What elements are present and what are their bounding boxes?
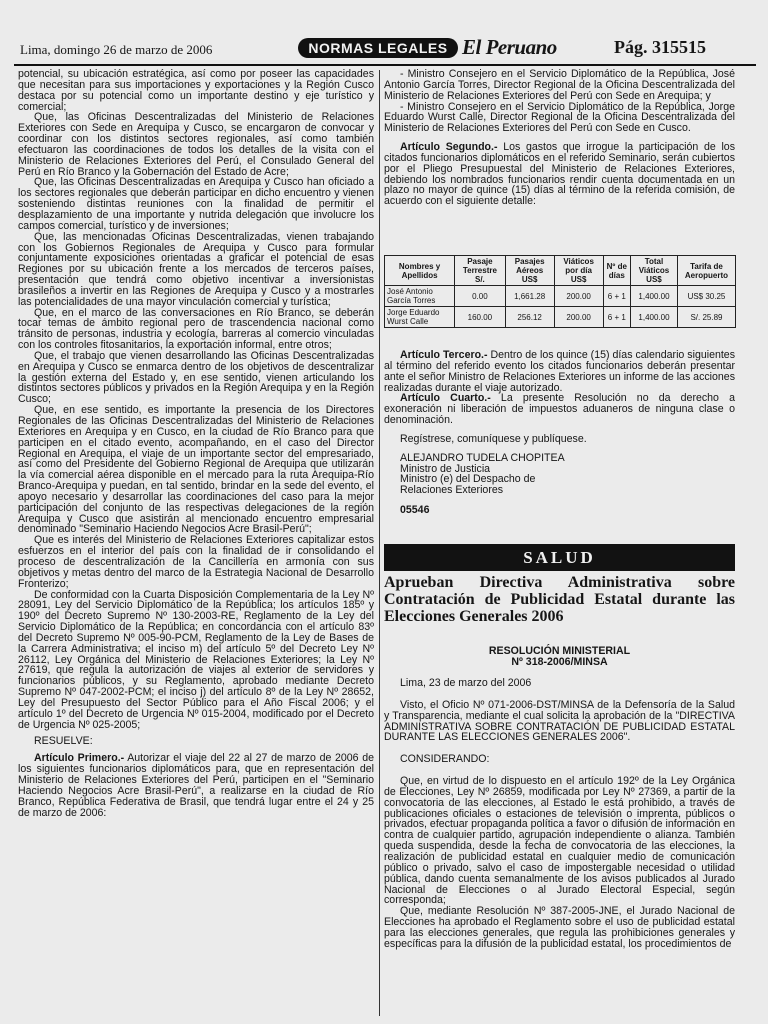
signatory-title: Ministro de Justicia xyxy=(400,462,491,475)
paragraph: Que, las Oficinas Descentralizadas en Arequipa y Cusco han oficiado a los sectores regionales que deberán participar en dicho encuentro y vienen sosteniendo distintas reuniones con la finalidad de permitir el desplazamiento de una importante y nutrida delegación que involucre los campos comercial, turístico y de inversiones; xyxy=(18,176,374,232)
signatory-name: ALEJANDRO TUDELA CHOPITEA xyxy=(400,451,565,464)
table-header-cell: Viáticos por día US$ xyxy=(554,256,603,286)
table-cell: US$ 30.25 xyxy=(677,286,735,307)
table-header-cell: Pasajes Aéreos US$ xyxy=(505,256,554,286)
paragraph: Que es interés del Ministerio de Relaciones Exteriores capitalizar estos esfuerzos en el interior del país con la finalidad de ir consolidando el proceso de descentralización de la Cancillería en armonía con sus objetivos y metas dentro del marco de la Estrategia Nacional de Desarrollo Fronterizo; xyxy=(18,534,374,590)
paragraph: De conformidad con la Cuarta Disposición Complementaria de la Ley Nº 28091, Ley del Servicio Diplomático de la República; los artículos 185º y 190º del Decreto Supremo Nº 130-2003-RE, Reglamento de la Ley del Servicio Diplomático de la República; en concordancia con el artículo 83º del Decreto Supremo Nº 005-90-PCM, Reglamento de la Ley de Bases de la Carrera Administrativa; el inciso m) del artículo 5º del Decreto Ley Nº 26112, Ley Orgánica del Ministerio de Relaciones Exteriores; la Ley Nº 27619, que regula la autorización de viajes al exterior de servidores y funcionarios públicos, y su Reglamento, aprobado mediante Decreto Supremo Nº 047-2002-PCM; el inciso j) del artículo 8º de la Ley Nº 28652, Ley del Presupuesto del Sector Público para el Año Fiscal 2006; y el artículo 1º del Decreto de Urgencia Nº 015-2004, modificado por el Decreto de Urgencia Nº 025-2005; xyxy=(18,588,374,731)
table-header-cell: Nombres y Apellidos xyxy=(385,256,455,286)
list-item: - Ministro Consejero en el Servicio Diplomático de la República, José Antonio García Torres, Director Regional de la Oficina Descentralizada del Ministerio de Relaciones Exteriores del Perú con Sede en Arequipa; y xyxy=(384,68,735,102)
right-column-bottom xyxy=(384,678,735,950)
table-cell: 6 + 1 xyxy=(603,307,630,328)
right-column-middle xyxy=(384,350,735,516)
resolution-heading xyxy=(384,646,735,668)
signatory-title: Relaciones Exteriores xyxy=(400,484,504,497)
table-header-cell: Nº de días xyxy=(603,256,630,286)
paragraph: Que, en virtud de lo dispuesto en el artículo 192º de la Ley Orgánica de Elecciones, Ley Nº 26859, modificada por Ley Nº 27369, a partir de la convocatoria de las elecciones, al Estado le está prohibido, a través de publicaciones oficiales o estaciones de televisión o imprenta, públicos o privados, efectuar propaganda política a favor o difusión de información en contra de cualquier partido, agrupación independiente o alianza. También queda suspendida, desde la fecha de convocatoria de las elecciones, la realización de publicidad estatal en cualquier medio de comunicación público o privado, salvo el caso de impostergable necesidad o utilidad pública, dando cuenta semanalmente de los avisos publicados al Jurado Nacional de Elecciones o al Jurado Electoral Especial, según corresponda; xyxy=(384,775,735,907)
table-cell: S/. 25.89 xyxy=(677,307,735,328)
table-cell: 6 + 1 xyxy=(603,286,630,307)
table-header-row xyxy=(385,256,736,286)
column-divider xyxy=(379,70,380,1016)
reference-number-value: 05546 xyxy=(400,504,430,517)
visto-paragraph: Visto, el Oficio Nº 071-2006-DST/MINSA de la Defensoría de la Salud y Transparencia, mediante el cual solicita la aprobación de la "DIRECTIVA ADMINISTRATIVA SOBRE CONTRATACIÓN DE PUBLICIDAD ESTATAL DURANTE LAS ELECCIONES GENERALES 2006". xyxy=(384,698,735,744)
header-section-badge: NORMAS LEGALES xyxy=(298,38,458,58)
article-two xyxy=(384,142,735,207)
article-label: Artículo Tercero.- xyxy=(400,349,488,361)
article-text: Autorizar el viaje del 22 al 27 de marzo de 2006 de los siguientes funcionarios diplomáticos para, que en representación del Ministerio de Relaciones Exteriores del Perú, participen en el "Seminario Haciendo Negocios Acre Brasil-Perú", a realizarse en la ciudad de Río Branco, República Federativa de Brasil, que tendrá lugar entre el 24 y 25 de marzo de 2006: xyxy=(18,752,374,819)
paragraph: Que, en ese sentido, es importante la presencia de los Directores Regionales de las Oficinas Descentralizadas del Ministerio de Relaciones Exteriores en Arequipa y en Cusco, en la ciudad de Río Branco para que participen en el citado evento, acompañando, en el caso del Director Regional en Arequipa, el viaje de un importante sector del empresariado, así como del Presidente del Gobierno Regional de Arequipa que utilizarán la vía comercial aérea disponible en el mercado para la ruta Arequipa-Río Branco-Arequipa y puedan, en tal sentido, brindar en la sede del evento, el apoyo necesario y desarrollar las coordinaciones del caso para la mejor participación del conjunto de las respectivas delegaciones de la región Arequipa y Cusco que asistirán al mencionado encuentro empresarial denominado "Seminario Haciendo Negocios Acre Brasil-Perú"; xyxy=(18,404,374,536)
newspaper-logo: El Peruano xyxy=(462,35,557,59)
article-one xyxy=(18,753,374,818)
paragraph: Que, las Oficinas Descentralizadas del Ministerio de Relaciones Exteriores con Sede en Arequipa y Cusco, se encargaron de convocar y coordinar con los distintos sectores regionales, así como también efectuaron las coordinaciones de todos los detalles de la visita con el Ministerio de Relaciones Exteriores del Perú, el Consulado General del Perú en Río Branco y la Gobernación del Estado de Acre; xyxy=(18,111,374,178)
table-cell: Jorge Eduardo Wurst Calle xyxy=(385,307,455,328)
table-row xyxy=(385,286,736,307)
paragraph: Que, las mencionadas Oficinas Descentralizadas, vienen trabajando con los Gobiernos Regionales de Arequipa y Cusco para formular conjuntamente exposiciones orientadas a graficar el potencial de esas Regiones por su ubicación frente a los mercados de terceros países, presentación que tendrá como objetivo incentivar a inversionistas brasileños a invertir en las Regiones de Arequipa y Cusco y a mostrarles las potencialidades de una mayor vinculación comercial y turística; xyxy=(18,230,374,308)
article-label: Artículo Primero.- xyxy=(34,752,125,765)
paragraph: Que, mediante Resolución Nº 387-2005-JNE, el Jurado Nacional de Elecciones ha aprobado el Reglamento sobre el uso de publicidad estatal para las elecciones generales, que regula las prohibiciones generales y específicas para la difusión de la publicidad estatal, los procedimientos de xyxy=(384,905,735,950)
table-cell: 0.00 xyxy=(455,286,505,307)
article-label: Artículo Segundo.- xyxy=(400,141,498,154)
table-cell: 1,661.28 xyxy=(505,286,554,307)
article-three xyxy=(384,350,735,393)
table-cell: 200.00 xyxy=(554,307,603,328)
article-text: Los gastos que irrogue la participación de los citados funcionarios diplomáticos en el referido Seminario, serán cubiertos por el Pliego Presupuestal del Ministerio de Relaciones Exteriores, debiendo los nombrados funcionarios rendir cuenta documentada en un plazo no mayor de quince (15) días al término de la referida comisión, de acuerdo con el siguiente detalle: xyxy=(384,141,735,208)
page-header xyxy=(14,36,756,62)
paragraph: Que, el trabajo que vienen desarrollando las Oficinas Descentralizadas en Arequipa y Cusco se enmarca dentro de los objetivos de descentralizar la gestión externa del Estado y, en ese sentido, vienen articulando los distintos sectores públicos y privados en la Región Arequipa y en la Región Cusco; xyxy=(18,349,374,406)
table-cell: 160.00 xyxy=(455,307,505,328)
article-text: La presente Resolución no da derecho a exoneración ni liberación de impuestos aduaneros de ninguna clase o denominación. xyxy=(384,392,735,427)
table-cell: 1,400.00 xyxy=(630,286,677,307)
article-text: Dentro de los quince (15) días calendario siguientes al término del referido evento los citados funcionarios deberán presentar ante el señor Ministro de Relaciones Exteriores un informe de las acciones realizadas durante el viaje autorizado. xyxy=(384,349,735,394)
article-four xyxy=(384,393,735,426)
list-item: - Ministro Consejero en el Servicio Diplomático de la República, Jorge Eduardo Wurst Calle, Director Regional de la Oficina Descentralizada del Ministerio de Relaciones Exteriores del Perú con Sede en Cusco. xyxy=(384,100,735,135)
left-column xyxy=(18,69,374,818)
section-bar-salud: SALUD xyxy=(384,544,735,571)
header-date: Lima, domingo 26 de marzo de 2006 xyxy=(20,42,213,57)
right-column-top xyxy=(384,69,735,207)
table-cell: 1,400.00 xyxy=(630,307,677,328)
table-header-cell: Total Viáticos US$ xyxy=(630,256,677,286)
resolution-date: Lima, 23 de marzo del 2006 xyxy=(400,677,532,689)
resolution-type: RESOLUCIÓN MINISTERIAL xyxy=(488,645,631,657)
paragraph: potencial, su ubicación estratégica, así como por poseer las capacidades que necesitan para sus importaciones y exportaciones y la Región Cusco destaca por su potencial como un importante destino y eje turístico y comercial; xyxy=(18,68,374,113)
table-row xyxy=(385,307,736,328)
section-headline: Aprueban Directiva Administrativa sobre Contratación de Publicidad Estatal durante las Elecciones Generales 2006 xyxy=(384,574,735,625)
table-cell: 200.00 xyxy=(554,286,603,307)
table-header-cell: Pasaje Terrestre S/. xyxy=(455,256,505,286)
expenses-table xyxy=(384,255,736,328)
resolution-number: Nº 318-2006/MINSA xyxy=(511,656,608,668)
resuelve-heading: RESUELVE: xyxy=(34,735,93,748)
page-number: Pág. 315515 xyxy=(614,37,706,57)
closing-formula: Regístrese, comuníquese y publíquese. xyxy=(400,432,587,445)
signatory-title: Ministro (e) del Despacho de xyxy=(400,473,536,486)
article-label: Artículo Cuarto.- xyxy=(400,392,491,405)
considerando-heading: CONSIDERANDO: xyxy=(400,753,490,766)
table-cell: José Antonio García Torres xyxy=(385,286,455,307)
reference-number xyxy=(384,505,735,516)
header-rule xyxy=(14,64,756,66)
table-header-cell: Tarifa de Aeropuerto xyxy=(677,256,735,286)
paragraph: Que, en el marco de las conversaciones en Río Branco, se deberán tocar temas de ámbito regional pero de trascendencia nacional como tránsito de personas, industria y ecología, barreras al comercio vinculadas con los controles fitosanitarios, la exportación informal, entre otros; xyxy=(18,306,374,352)
table-cell: 256.12 xyxy=(505,307,554,328)
